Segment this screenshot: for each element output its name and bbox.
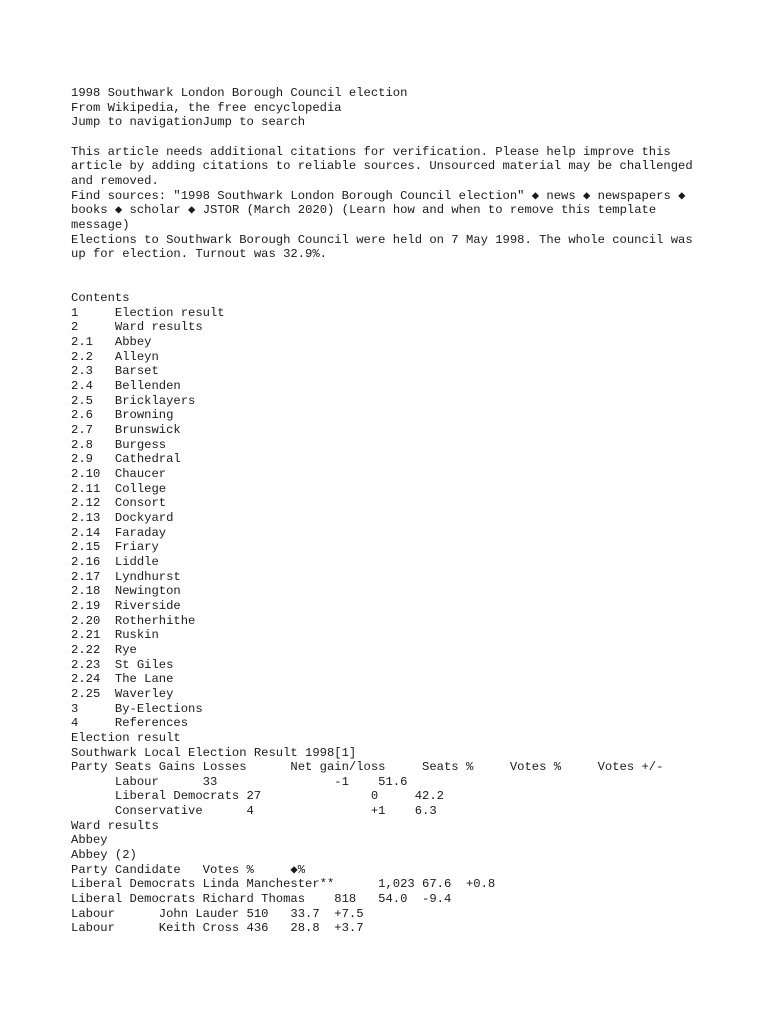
toc-item[interactable]: 2.13 Dockyard (71, 511, 174, 525)
toc-item[interactable]: 2.20 Rotherhithe (71, 613, 196, 628)
toc-item[interactable]: 3 By-Elections (71, 701, 203, 716)
toc-item[interactable]: 2.15 Friary (71, 540, 159, 555)
intro-paragraph: Elections to Southwark Borough Council were held on 7 May 1998. The whole council was up for election. Turnout was 32.9%. (71, 232, 700, 262)
ward-heading: Abbey (71, 833, 108, 848)
toc-item[interactable]: 2.9 Cathedral (71, 452, 181, 467)
ward-table-row: Labour John Lauder 510 33.7 +7.5 (71, 906, 364, 921)
citation-notice: This article needs additional citations for verification. Please help improve this article by adding citations to reliable sources. Unsourced material may be challenged and removed. (71, 144, 700, 188)
toc-item[interactable]: 2.21 Ruskin (71, 628, 159, 643)
section-heading-ward-results: Ward results (71, 818, 159, 833)
toc-item[interactable]: 2 Ward results (71, 320, 203, 335)
ward-table-row: Labour Keith Cross 436 28.8 +3.7 (71, 921, 364, 936)
toc-item[interactable]: 2.11 College (71, 481, 167, 496)
find-sources[interactable]: Find sources: "1998 Southwark London Borough Council election" ◆ news ◆ newspapers ◆ books ◆ scholar ◆ JSTOR (March 2020) (Learn how and when to remove this template message) (71, 188, 693, 232)
ward-table-header-row: Party Candidate Votes % ◆% (71, 862, 306, 877)
table-row: Conservative 4 +1 6.3 (71, 804, 437, 819)
toc-item[interactable]: 2.6 Browning (71, 408, 174, 423)
table-row: Labour 33 -1 51.6 (71, 774, 408, 789)
toc-item[interactable]: 2.2 Alleyn (71, 349, 159, 364)
table-row: Liberal Democrats 27 0 42.2 (71, 789, 444, 804)
toc-item[interactable]: 2.22 Rye (71, 642, 137, 657)
table-header-row: Party Seats Gains Losses Net gain/loss Seats % Votes % Votes +/- (71, 760, 664, 775)
ward-table-caption: Abbey (2) (71, 848, 137, 863)
toc-item[interactable]: 2.10 Chaucer (71, 467, 167, 482)
toc-item[interactable]: 2.7 Brunswick (71, 423, 181, 438)
toc-item[interactable]: 2.17 Lyndhurst (71, 569, 181, 584)
page-subtitle: From Wikipedia, the free encyclopedia (71, 100, 342, 115)
table-caption: Southwark Local Election Result 1998[1] (71, 745, 357, 760)
toc-item[interactable]: 2.25 Waverley (71, 686, 174, 701)
toc-item[interactable]: 2.5 Bricklayers (71, 393, 196, 408)
toc-item[interactable]: 2.24 The Lane (71, 672, 174, 687)
jump-links[interactable]: Jump to navigationJump to search (71, 115, 306, 130)
toc-item[interactable]: 2.8 Burgess (71, 437, 167, 452)
section-heading-election-result: Election result (71, 730, 181, 745)
toc-item[interactable]: 2.14 Faraday (71, 525, 167, 540)
toc-item[interactable]: 2.18 Newington (71, 584, 181, 599)
toc-item[interactable]: 2.23 St Giles (71, 657, 174, 672)
ward-table-row: Liberal Democrats Richard Thomas 818 54.0 -9.4 (71, 892, 452, 907)
contents-heading: Contents (71, 291, 130, 306)
toc-item[interactable]: 2.1 Abbey (71, 335, 152, 350)
toc-item[interactable]: 2.4 Bellenden (71, 379, 181, 394)
article (71, 86, 711, 936)
toc-item[interactable]: 2.12 Consort (71, 496, 167, 511)
page-title: 1998 Southwark London Borough Council election (71, 86, 408, 100)
toc-item[interactable]: 2.19 Riverside (71, 598, 181, 613)
toc-item[interactable]: 1 Election result (71, 305, 225, 320)
toc-item[interactable]: 4 References (71, 716, 189, 731)
toc-item[interactable]: 2.3 Barset (71, 364, 159, 379)
ward-table-row: Liberal Democrats Linda Manchester** 1,023 67.6 +0.8 (71, 877, 496, 892)
toc-item[interactable]: 2.16 Liddle (71, 554, 159, 569)
